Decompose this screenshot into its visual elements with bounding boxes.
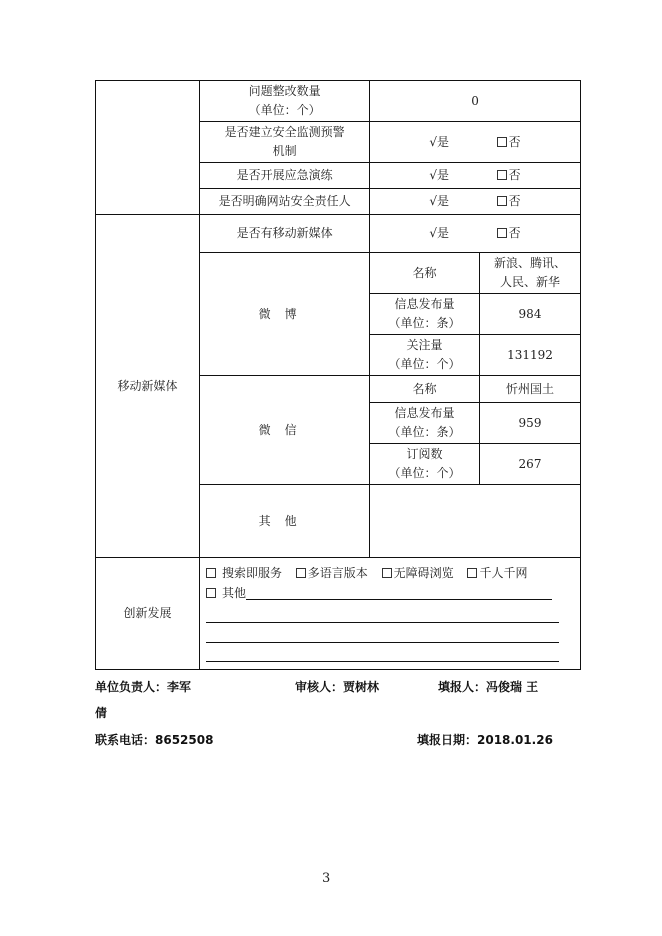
weibo-posts-label: 信息发布量 （单位：条）: [370, 294, 480, 335]
checkbox-icon[interactable]: [467, 568, 477, 578]
other-underline-field[interactable]: [246, 585, 552, 600]
other-media-value[interactable]: [370, 485, 581, 558]
emergency-drill-choice[interactable]: √是 否: [370, 163, 581, 189]
emergency-drill-label: 是否开展应急演练: [200, 163, 370, 189]
wechat-name-value: 忻州国土: [480, 376, 581, 403]
weibo-label: 微博: [200, 253, 370, 376]
weibo-name-label: 名称: [370, 253, 480, 294]
option-personalized[interactable]: 千人千网: [467, 566, 527, 580]
problem-count-label: 问题整改数量 （单位：个）: [200, 81, 370, 122]
blank-line[interactable]: [206, 603, 559, 623]
other-media-label: 其他: [200, 485, 370, 558]
wechat-subs-label: 订阅数 （单位：个）: [370, 444, 480, 485]
fill-date: 填报日期：2018.01.26: [417, 733, 553, 747]
monitoring-warning-choice[interactable]: √是 否: [370, 122, 581, 163]
filler-continued: 倩: [95, 706, 108, 720]
page-number: 3: [322, 871, 331, 886]
innovation-section-label: 创新发展: [96, 558, 200, 670]
option-multilingual[interactable]: 多语言版本: [296, 566, 368, 580]
check-mark-icon: √: [429, 194, 437, 208]
weibo-followers-label: 关注量 （单位：个）: [370, 335, 480, 376]
problem-count-value: 0: [370, 81, 581, 122]
option-accessible[interactable]: 无障碍浏览: [382, 566, 454, 580]
wechat-label: 微信: [200, 376, 370, 485]
has-mobile-media-label: 是否有移动新媒体: [200, 215, 370, 253]
wechat-posts-label: 信息发布量 （单位：条）: [370, 403, 480, 444]
contact-phone: 联系电话：8652508: [95, 733, 214, 747]
security-owner-label: 是否明确网站安全责任人: [200, 189, 370, 215]
wechat-posts-value: 959: [480, 403, 581, 444]
blank-line[interactable]: [206, 643, 559, 662]
check-mark-icon: √: [429, 168, 437, 182]
unit-head: 单位负责人：李军: [95, 680, 192, 694]
checkbox-icon[interactable]: [382, 568, 392, 578]
weibo-posts-value: 984: [480, 294, 581, 335]
checkbox-icon[interactable]: [206, 568, 216, 578]
checkbox-icon[interactable]: [497, 228, 507, 238]
report-table: [95, 80, 581, 670]
wechat-subs-value: 267: [480, 444, 581, 485]
checkbox-icon[interactable]: [497, 196, 507, 206]
blank-line[interactable]: [206, 623, 559, 643]
option-search-service[interactable]: 搜索即服务: [206, 566, 282, 580]
check-mark-icon: √: [429, 134, 437, 149]
has-mobile-media-choice[interactable]: √是 否: [370, 215, 581, 253]
filler: 填报人：冯俊瑞 王: [438, 680, 539, 694]
wechat-name-label: 名称: [370, 376, 480, 403]
checkbox-icon[interactable]: [497, 137, 507, 147]
weibo-followers-value: 131192: [480, 335, 581, 376]
innovation-options: [200, 558, 581, 670]
reviewer: 审核人：贾树林: [295, 680, 380, 694]
security-owner-choice[interactable]: √是 否: [370, 189, 581, 215]
mobile-media-section-label: 移动新媒体: [96, 215, 200, 558]
checkbox-icon[interactable]: [497, 170, 507, 180]
option-other[interactable]: 其他: [206, 586, 246, 600]
monitoring-warning-label: 是否建立安全监测预警 机制: [200, 122, 370, 163]
check-mark-icon: √: [429, 226, 437, 240]
blank-section-cell: [96, 81, 200, 215]
checkbox-icon[interactable]: [296, 568, 306, 578]
checkbox-icon[interactable]: [206, 588, 216, 598]
weibo-name-value: 新浪、腾讯、 人民、新华: [480, 253, 581, 294]
